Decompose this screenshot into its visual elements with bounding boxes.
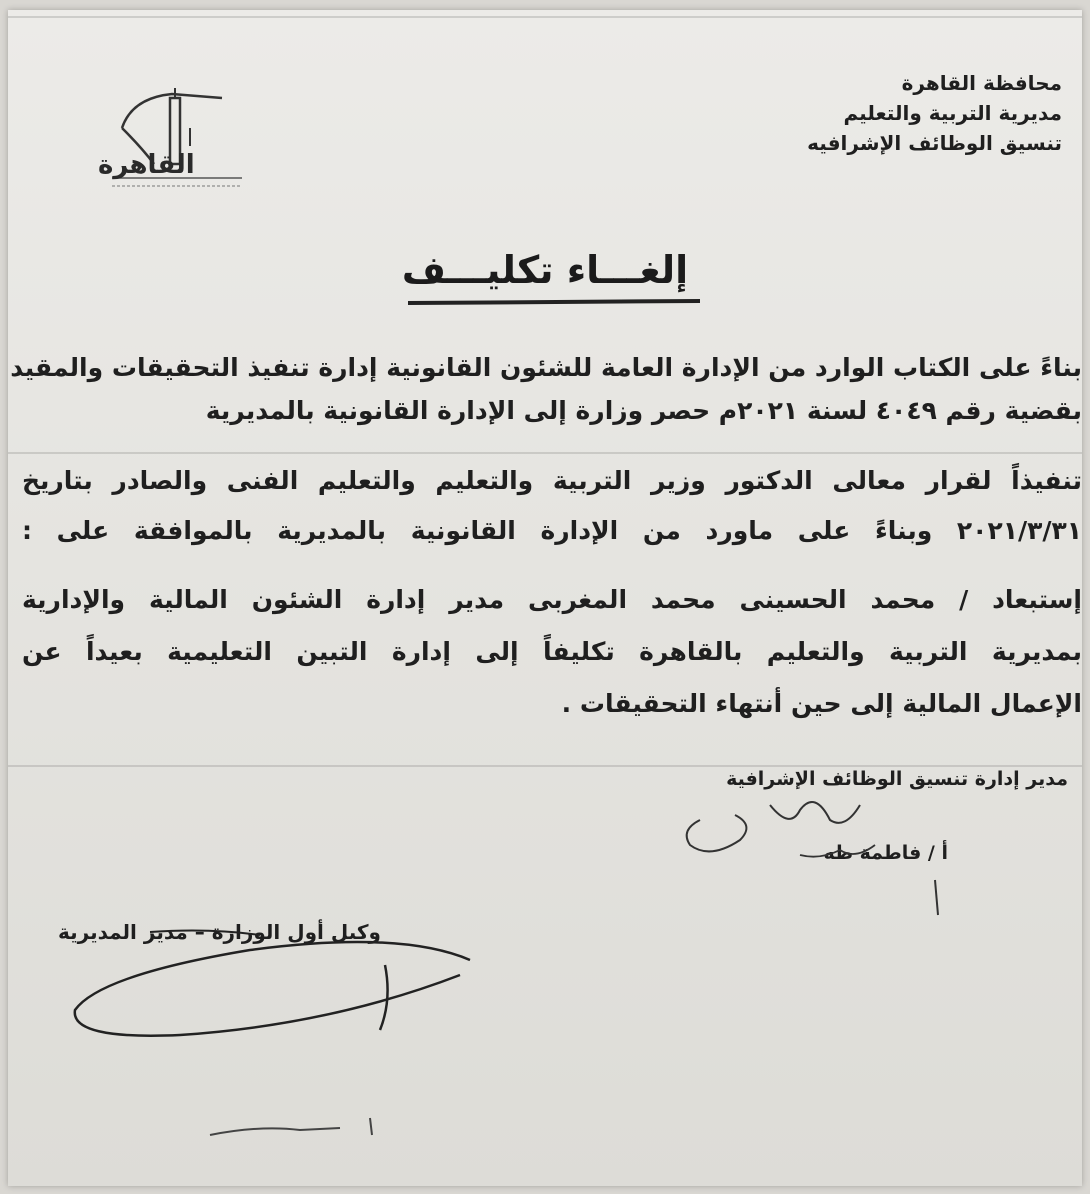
- signature-block-coordination: [726, 768, 1068, 864]
- paragraph-line: بمديرية التربية والتعليم بالقاهرة تكليفاً إلى إدارة التبين التعليمية بعيداً عن: [22, 637, 1082, 666]
- signatory-role: مدير إدارة تنسيق الوظائف الإشرافية: [726, 768, 1068, 790]
- signatory-name: أ / فاطمة طه: [823, 842, 948, 864]
- paragraph-line: بقضية رقم ٤٠٤٩ لسنة ٢٠٢١م حصر وزارة إلى الإدارة القانونية بالمديرية: [205, 396, 1082, 425]
- paragraph-line: تنفيذاً لقرار معالى الدكتور وزير التربية والتعليم والتعليم الفنى والصادر بتاريخ: [22, 466, 1082, 495]
- directorate-name: مديرية التربية والتعليم: [843, 101, 1062, 125]
- letterhead: [807, 68, 1062, 158]
- document-title: إلغـــاء تكليـــف: [401, 248, 689, 292]
- paragraph-action: [22, 574, 1082, 730]
- paragraph-line: ٢٠٢١/٣/٣١ وبناءً على ماورد من الإدارة القانونية بالمديرية بالموافقة على :: [22, 516, 1082, 545]
- paragraph-line: إستبعاد / محمد الحسينى محمد المغربى مدير إدارة الشئون المالية والإدارية: [22, 585, 1082, 614]
- paper-crease: [8, 16, 1082, 18]
- paragraph-reference: [10, 346, 1082, 432]
- paper-crease: [8, 452, 1082, 454]
- signatory-role: وكيل أول الوزارة – مدير المديرية: [58, 920, 381, 944]
- paragraph-line: الإعمال المالية إلى حين أنتهاء التحقيقات .: [561, 689, 1082, 718]
- signature-block-undersecretary: [58, 920, 381, 944]
- logo-text: القاهرة: [98, 150, 195, 180]
- paper-crease: [8, 765, 1082, 767]
- paragraph-decision: [22, 456, 1082, 556]
- governorate-name: محافظة القاهرة: [901, 71, 1062, 95]
- paragraph-line: بناءً على الكتاب الوارد من الإدارة العامة للشئون القانونية إدارة تنفيذ التحقيقات والمقيد: [10, 353, 1082, 382]
- department-name: تنسيق الوظائف الإشرافيه: [807, 131, 1062, 155]
